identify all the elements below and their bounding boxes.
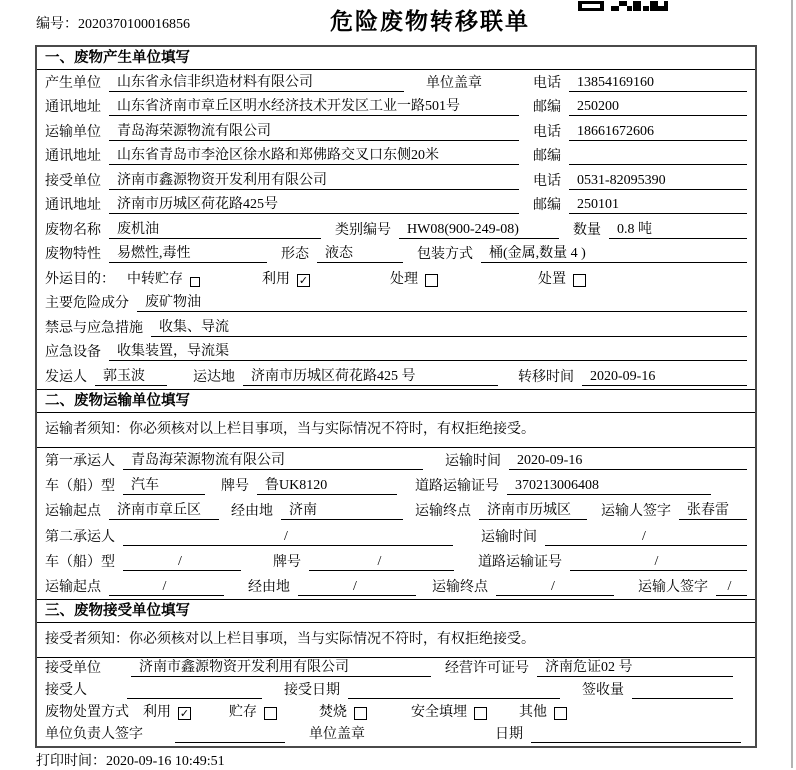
producer-phone-label: 电话	[533, 75, 561, 91]
section2-notice: 运输者须知：你必须核对以上栏目事项，当与实际情况不符时，有权拒绝接受。	[37, 413, 755, 448]
transfer-form-table	[35, 45, 757, 748]
transport-time1-label: 运输时间	[445, 453, 501, 469]
transport-unit-value: 青岛海荣源物流有限公司	[109, 123, 519, 141]
producer-unit-label: 产生单位	[45, 75, 101, 91]
plate2-label: 牌号	[273, 554, 301, 570]
transport-zip-value	[569, 148, 747, 165]
purpose-option-dispose	[538, 271, 586, 288]
disposal-reuse-label: 利用	[143, 705, 171, 721]
responsible-sign-row	[37, 724, 755, 746]
accept-date-value	[348, 682, 560, 699]
destination-value: 济南市历城区荷花路425 号	[243, 368, 498, 386]
second-carrier-value: /	[123, 528, 453, 546]
route1-origin-label: 运输起点	[45, 504, 101, 520]
road-license2-value: /	[570, 553, 747, 571]
vehicle2-type-value: /	[123, 553, 241, 571]
taboo-measures-label: 禁忌与应急措施	[45, 320, 143, 336]
disposal-option-landfill	[411, 704, 487, 721]
print-time-value: 2020-09-16 10:49:51	[106, 754, 225, 769]
disposal-incinerate-label: 焚烧	[319, 705, 347, 721]
receiver-unit-value: 济南市鑫源物资开发利用有限公司	[109, 172, 519, 190]
purpose-option-reuse	[262, 271, 310, 288]
road-license1-label: 道路运输证号	[415, 479, 499, 495]
section2-body	[37, 448, 755, 600]
checkbox-treat	[425, 274, 438, 287]
receiver-phone-label: 电话	[533, 173, 561, 189]
producer-address-row	[37, 95, 755, 120]
purpose-transfer-storage-label: 中转贮存	[127, 271, 183, 287]
section1-header: 一、废物产生单位填写	[37, 47, 755, 70]
dispatcher-value: 郭玉波	[95, 368, 167, 386]
waste-name-label: 废物名称	[45, 222, 101, 238]
print-time-label: 打印时间：	[36, 754, 106, 769]
waste-qty-label: 数量	[573, 222, 601, 238]
destination-label: 运达地	[193, 369, 235, 385]
packing-label: 包装方式	[417, 247, 473, 262]
accept-unit-value: 济南市鑫源物资开发利用有限公司	[131, 659, 431, 677]
form-title: 危险废物转移联单	[330, 8, 530, 34]
section2-header: 二、废物运输单位填写	[37, 389, 755, 413]
waste-form-label: 形态	[281, 247, 309, 262]
route2-end-value: /	[496, 578, 614, 596]
serial-label: 编号：	[36, 17, 78, 32]
section1-body	[37, 70, 755, 389]
emergency-equipment-row	[37, 340, 755, 365]
vehicle1-type-label: 车（船）型	[45, 479, 115, 495]
transport-time1-value: 2020-09-16	[509, 452, 747, 470]
route1-end-label: 运输终点	[415, 504, 471, 520]
route2-row	[37, 574, 755, 599]
permit-value: 济南危证02 号	[537, 659, 733, 677]
seal-date-value	[531, 726, 741, 743]
receiver-unit-label: 接受单位	[45, 173, 101, 189]
receiver-zip-label: 邮编	[533, 198, 561, 213]
accept-unit-label: 接受单位	[45, 661, 101, 677]
section3-body	[37, 658, 755, 746]
taboo-measures-value: 收集、导流	[151, 319, 747, 337]
transport-phone-label: 电话	[533, 124, 561, 140]
route1-via-label: 经由地	[231, 504, 273, 520]
transfer-purpose-label: 外运目的：	[45, 271, 115, 287]
seal-date-label: 日期	[495, 727, 523, 743]
qr-code-fragment	[578, 0, 668, 16]
form-serial-number	[36, 13, 190, 33]
receiver-address-value: 济南市历城区荷花路425号	[109, 196, 519, 214]
main-hazard-value: 废矿物油	[137, 294, 747, 312]
producer-zip-value: 250200	[569, 98, 747, 116]
serial-value: 2020370100016856	[78, 17, 190, 32]
disposal-store-label: 贮存	[229, 705, 257, 721]
waste-form-value: 液态	[317, 245, 403, 263]
accept-person-row	[37, 680, 755, 702]
emergency-equipment-value: 收集装置，导流渠	[109, 343, 747, 361]
waste-property-value: 易燃性,毒性	[109, 245, 267, 263]
route1-row	[37, 498, 755, 523]
dispatcher-row	[37, 364, 755, 389]
accept-person-value	[127, 682, 262, 699]
accept-date-label: 接受日期	[284, 683, 340, 699]
route2-end-label: 运输终点	[432, 580, 488, 596]
second-carrier-label: 第二承运人	[45, 529, 115, 545]
transfer-time-label: 转移时间	[518, 369, 574, 385]
checkbox-reuse: ✓	[298, 273, 309, 287]
transport-unit-label: 运输单位	[45, 124, 101, 140]
disposal-other-label: 其他	[519, 705, 547, 721]
route2-sign-label: 运输人签字	[638, 580, 708, 596]
route2-via-value: /	[298, 578, 416, 596]
permit-label: 经营许可证号	[445, 661, 529, 677]
transport-phone-value: 18661672606	[569, 123, 747, 141]
route1-sign-label: 运输人签字	[601, 504, 671, 520]
checkbox-disposal-reuse: ✓	[179, 707, 190, 721]
waste-qty-value: 0.8 吨	[609, 221, 747, 239]
transport-time2-value: /	[545, 528, 747, 546]
checkbox-disposal-landfill	[474, 707, 487, 720]
transport-address-label: 通讯地址	[45, 149, 101, 164]
disposal-option-store	[229, 704, 277, 721]
checkbox-transfer-storage	[190, 277, 200, 287]
transfer-time-value: 2020-09-16	[582, 368, 747, 386]
transport-time2-label: 运输时间	[481, 529, 537, 545]
checkbox-dispose	[573, 274, 586, 287]
vehicle2-type-label: 车（船）型	[45, 554, 115, 570]
disposal-landfill-label: 安全填埋	[411, 705, 467, 721]
dispatcher-label: 发运人	[45, 369, 87, 385]
waste-property-label: 废物特性	[45, 247, 101, 262]
route2-sign-value: /	[716, 578, 747, 596]
second-carrier-row	[37, 523, 755, 548]
main-hazard-label: 主要危险成分	[45, 296, 129, 311]
producer-address-label: 通讯地址	[45, 100, 101, 115]
plate1-value: 鲁UK8120	[257, 477, 397, 495]
vehicle2-row	[37, 549, 755, 574]
route2-origin-label: 运输起点	[45, 580, 101, 596]
producer-address-value: 山东省济南市章丘区明水经济技术开发区工业一路501号	[109, 98, 519, 116]
disposal-method-label: 废物处置方式	[45, 705, 129, 721]
receiver-address-label: 通讯地址	[45, 198, 101, 213]
disposal-method-row	[37, 702, 755, 724]
receiver-address-row	[37, 193, 755, 218]
taboo-measures-row	[37, 315, 755, 340]
route2-origin-value: /	[109, 578, 224, 596]
checkbox-disposal-incinerate	[354, 707, 367, 720]
road-license2-label: 道路运输证号	[478, 554, 562, 570]
purpose-reuse-label: 利用	[262, 271, 290, 287]
accept-unit-row	[37, 658, 755, 680]
accept-person-label: 接受人	[45, 683, 87, 699]
waste-property-row	[37, 242, 755, 267]
first-carrier-row	[37, 448, 755, 473]
producer-unit-value: 山东省永信非织造材料有限公司	[109, 74, 404, 92]
plate1-label: 牌号	[221, 479, 249, 495]
vehicle1-row	[37, 473, 755, 498]
producer-zip-label: 邮编	[533, 100, 561, 115]
disposal-option-incinerate	[319, 704, 367, 721]
first-carrier-label: 第一承运人	[45, 453, 115, 469]
waste-code-value: HW08(900-249-08)	[399, 221, 559, 239]
route1-via-value: 济南	[281, 502, 403, 520]
first-carrier-value: 青岛海荣源物流有限公司	[123, 452, 423, 470]
purpose-dispose-label: 处置	[538, 271, 566, 287]
waste-name-row	[37, 217, 755, 242]
section3-notice: 接受者须知：你必须核对以上栏目事项，当与实际情况不符时，有权拒绝接受。	[37, 623, 755, 658]
page-edge-divider	[791, 0, 793, 768]
purpose-treat-label: 处理	[390, 271, 418, 287]
receiver-phone-value: 0531-82095390	[569, 172, 747, 190]
transport-address-value: 山东省青岛市李沧区徐水路和郑佛路交叉口东侧20米	[109, 147, 519, 165]
plate2-value: /	[309, 553, 454, 571]
producer-phone-value: 13854169160	[569, 74, 747, 92]
route1-sign-value: 张春雷	[679, 502, 747, 520]
emergency-equipment-label: 应急设备	[45, 345, 101, 360]
transport-address-row	[37, 144, 755, 169]
purpose-option-treat	[390, 271, 438, 288]
print-time	[36, 750, 225, 770]
transport-zip-label: 邮编	[533, 149, 561, 164]
transfer-purpose-row	[37, 266, 755, 291]
waste-code-label: 类别编号	[335, 222, 391, 238]
purpose-option-transfer-storage	[127, 271, 200, 288]
vehicle1-type-value: 汽车	[123, 477, 205, 495]
route1-end-value: 济南市历城区	[479, 502, 587, 520]
section3-header: 三、废物接受单位填写	[37, 599, 755, 623]
responsible-sign-label: 单位负责人签字	[45, 727, 143, 743]
unit-seal-label: 单位盖章	[426, 75, 482, 91]
checkbox-disposal-other	[554, 707, 567, 720]
road-license1-value: 370213006408	[507, 477, 711, 495]
unit-seal2-label: 单位盖章	[309, 727, 365, 743]
disposal-option-other	[519, 704, 567, 721]
receiver-zip-value: 250101	[569, 196, 747, 214]
receiver-unit-row	[37, 168, 755, 193]
disposal-option-reuse	[143, 704, 191, 721]
transport-unit-row	[37, 119, 755, 144]
route1-origin-value: 济南市章丘区	[109, 502, 219, 520]
responsible-sign-value	[175, 726, 285, 743]
packing-value: 桶(金属,数量 4 )	[481, 245, 747, 263]
sign-qty-label: 签收量	[582, 683, 624, 699]
producer-unit-row	[37, 70, 755, 95]
main-hazard-row	[37, 291, 755, 316]
checkbox-disposal-store	[264, 707, 277, 720]
sign-qty-value	[632, 682, 733, 699]
waste-name-value: 废机油	[109, 221, 321, 239]
route2-via-label: 经由地	[248, 580, 290, 596]
